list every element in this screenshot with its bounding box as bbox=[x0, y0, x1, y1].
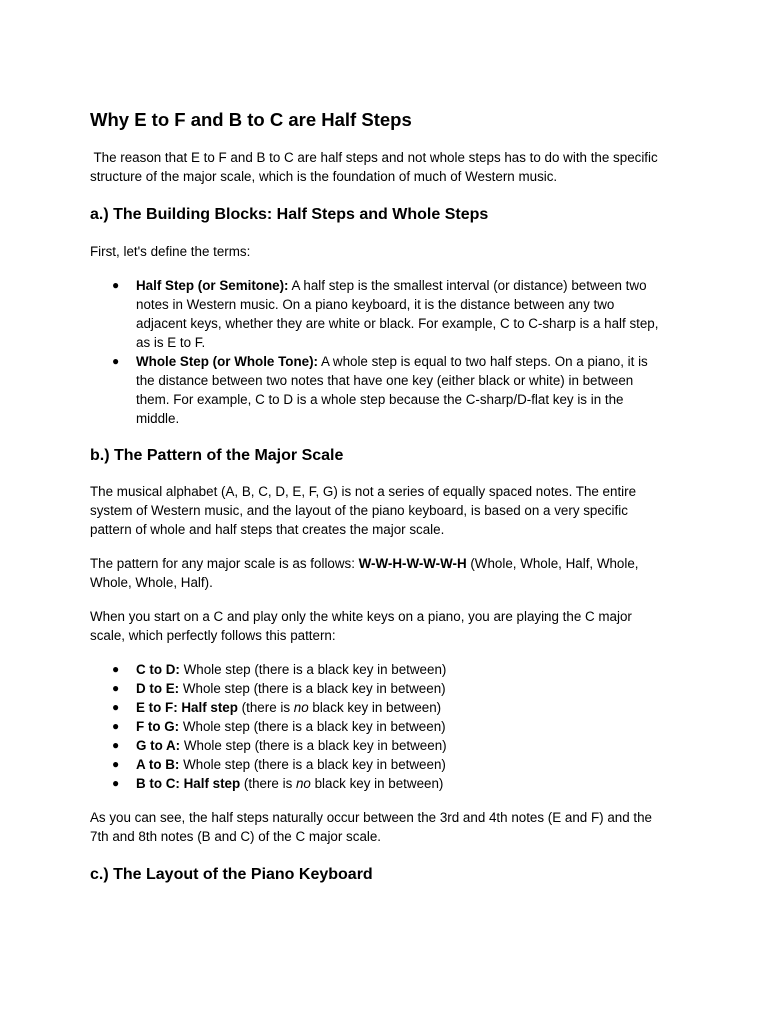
bullet-icon: ● bbox=[112, 662, 120, 676]
list-item bbox=[90, 717, 680, 736]
step-type: Whole step bbox=[179, 719, 250, 734]
document-title: Why E to F and B to C are Half Steps bbox=[90, 109, 412, 130]
section-c-heading: c.) The Layout of the Piano Keyboard bbox=[90, 866, 373, 883]
section-b-paragraph-2 bbox=[90, 554, 680, 592]
step-type: Half step bbox=[177, 700, 238, 715]
step-type: Whole step bbox=[179, 681, 250, 696]
paragraph-line: pattern of whole and half steps that creates the major scale. bbox=[90, 522, 445, 537]
list-item bbox=[90, 736, 680, 755]
section-a-intro: First, let's define the terms: bbox=[90, 244, 251, 259]
definitions-list bbox=[90, 276, 680, 428]
bullet-icon: ● bbox=[112, 700, 120, 714]
step-note: black key in between) bbox=[310, 776, 444, 791]
bullet-icon: ● bbox=[112, 354, 120, 368]
step-label: E to F: bbox=[136, 700, 178, 715]
list-item bbox=[90, 698, 680, 717]
definition-text: A whole step is equal to two half steps. On a piano, it is bbox=[318, 354, 648, 369]
step-note: black key in between) bbox=[308, 700, 442, 715]
step-label: C to D: bbox=[136, 662, 180, 677]
pattern-prefix: The pattern for any major scale is as follows: bbox=[90, 556, 359, 571]
step-type: Whole step bbox=[179, 662, 251, 677]
paragraph-line: As you can see, the half steps naturally occur between the 3rd and 4th notes (E and F) and the bbox=[90, 810, 653, 825]
bullet-icon: ● bbox=[112, 719, 120, 733]
paragraph-line: scale, which perfectly follows this pattern: bbox=[90, 628, 336, 643]
step-label: B to C: bbox=[136, 776, 180, 791]
step-emphasis: no bbox=[295, 776, 311, 791]
bullet-icon: ● bbox=[112, 757, 120, 771]
paragraph-line: When you start on a C and play only the white keys on a piano, you are playing the C major bbox=[90, 609, 632, 624]
definition-text: as is E to F. bbox=[136, 335, 206, 350]
definition-text: adjacent keys, whether they are white or black. For example, C to C-sharp is a half step, bbox=[136, 316, 659, 331]
list-item bbox=[90, 660, 680, 679]
step-label: F to G: bbox=[136, 719, 180, 734]
step-label: G to A: bbox=[136, 738, 181, 753]
step-note: (there is bbox=[237, 700, 294, 715]
definition-term: Whole Step (or Whole Tone): bbox=[136, 354, 318, 369]
scale-steps-list bbox=[90, 660, 680, 793]
paragraph-line: 7th and 8th notes (B and C) of the C major scale. bbox=[90, 829, 382, 844]
bullet-icon: ● bbox=[112, 278, 120, 292]
intro-line-2: structure of the major scale, which is the foundation of much of Western music. bbox=[90, 169, 558, 184]
list-item bbox=[90, 774, 680, 793]
step-note: (there is a black key in between) bbox=[250, 757, 446, 772]
section-b-paragraph-4 bbox=[90, 808, 680, 846]
step-type: Half step bbox=[179, 776, 241, 791]
bullet-icon: ● bbox=[112, 738, 120, 752]
bullet-icon: ● bbox=[112, 681, 120, 695]
definition-text: middle. bbox=[136, 411, 180, 426]
scale-pattern: W-W-H-W-W-W-H bbox=[358, 556, 467, 571]
step-label: D to E: bbox=[136, 681, 180, 696]
list-item bbox=[90, 276, 680, 352]
step-note: (there is bbox=[240, 776, 296, 791]
step-type: Whole step bbox=[179, 757, 251, 772]
list-item bbox=[90, 755, 680, 774]
step-note: (there is a black key in between) bbox=[250, 662, 447, 677]
definition-text: the distance between two notes that have one key (either black or white) in between bbox=[136, 373, 634, 388]
paragraph-line: system of Western music, and the layout of the piano keyboard, is based on a very specific bbox=[90, 503, 628, 518]
section-a-heading: a.) The Building Blocks: Half Steps and Whole Steps bbox=[90, 206, 489, 223]
step-note: (there is a black key in between) bbox=[249, 681, 446, 696]
bullet-icon: ● bbox=[112, 776, 120, 790]
definition-text: A half step is the smallest interval (or distance) between two bbox=[288, 278, 647, 293]
intro-line-1: The reason that E to F and B to C are half steps and not whole steps has to do with the specific bbox=[90, 150, 658, 165]
definition-text: notes in Western music. On a piano keyboard, it is the distance between any two bbox=[136, 297, 615, 312]
step-note: (there is a black key in between) bbox=[250, 738, 447, 753]
list-item bbox=[90, 352, 680, 428]
section-b-paragraph-3 bbox=[90, 607, 680, 645]
list-item bbox=[90, 679, 680, 698]
intro-paragraph bbox=[90, 148, 680, 186]
pattern-line-2: Whole, Whole, Half). bbox=[90, 575, 213, 590]
step-emphasis: no bbox=[293, 700, 309, 715]
definition-term: Half Step (or Semitone): bbox=[136, 278, 289, 293]
step-label: A to B: bbox=[136, 757, 180, 772]
pattern-suffix: (Whole, Whole, Half, Whole, bbox=[466, 556, 639, 571]
definition-text: them. For example, C to D is a whole step because the C-sharp/D-flat key is in the bbox=[136, 392, 624, 407]
section-b-heading: b.) The Pattern of the Major Scale bbox=[90, 447, 344, 464]
section-b-paragraph-1 bbox=[90, 482, 680, 539]
step-type: Whole step bbox=[180, 738, 251, 753]
paragraph-line: The musical alphabet (A, B, C, D, E, F, G) is not a series of equally spaced notes. The entire bbox=[90, 484, 637, 499]
step-note: (there is a black key in between) bbox=[249, 719, 446, 734]
